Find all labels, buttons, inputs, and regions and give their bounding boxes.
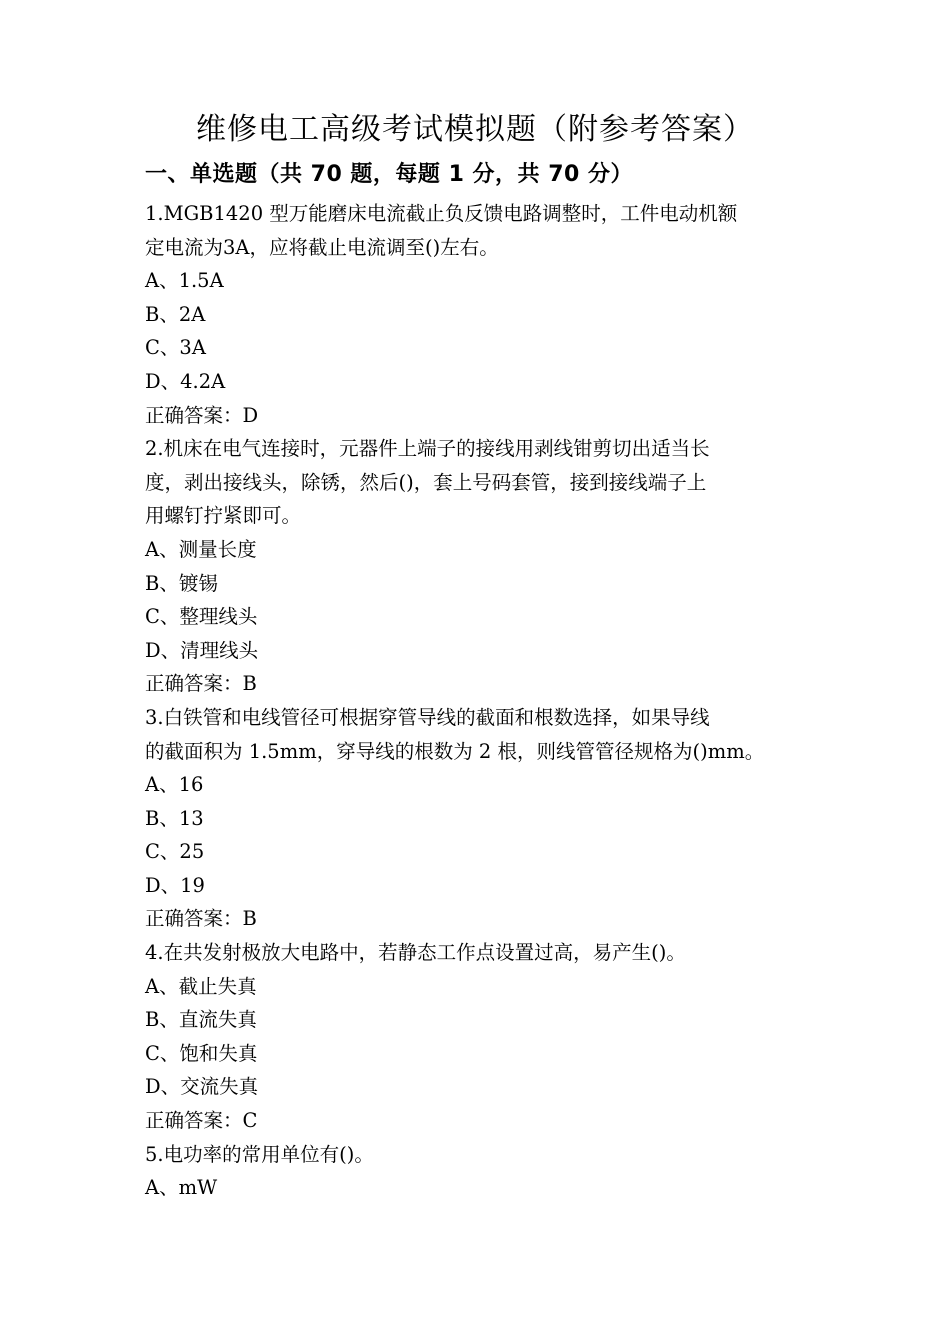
question-stem-line: 5.电功率的常用单位有()。 [145,1142,374,1166]
document-title: 维修电工高级考试模拟题（附参考答案） [196,112,754,147]
option-a: A、16 [145,773,204,797]
option-a: A、1.5A [145,269,224,293]
option-d: D、19 [145,873,205,897]
question-stem-line: 的截面积为 1.5mm，穿导线的根数为 2 根，则线管管径规格为()mm。 [145,739,765,763]
correct-answer: 正确答案：D [145,403,259,427]
question-stem-line: 3.白铁管和电线管径可根据穿管导线的截面和根数选择，如果导线 [145,705,710,729]
option-c: C、25 [145,840,205,864]
option-d: D、4.2A [145,369,226,393]
question-stem-line: 4.在共发射极放大电路中，若静态工作点设置过高，易产生()。 [145,941,686,965]
question-stem-line: 1.MGB1420 型万能磨床电流截止负反馈电路调整时，工件电动机额 [145,202,738,225]
question-stem-line: 度，剥出接线头，除锈，然后()，套上号码套管，接到接线端子上 [145,470,707,494]
option-d: D、交流失真 [145,1075,259,1099]
correct-answer: 正确答案：B [145,672,257,696]
question-4 [145,936,820,1138]
question-list [145,197,820,1205]
question-stem-line: 2.机床在电气连接时，元器件上端子的接线用剥线钳剪切出适当长 [145,437,710,461]
question-5 [145,1138,820,1205]
option-c: C、3A [145,336,206,360]
option-a: A、mW [145,1176,218,1200]
option-c: C、整理线头 [145,605,258,629]
question-1 [145,197,820,432]
question-2 [145,432,820,701]
question-stem-line: 用螺钉拧紧即可。 [145,504,302,528]
question-stem-line: 定电流为3A，应将截止电流调至()左右。 [145,235,499,259]
option-b: B、直流失真 [145,1008,257,1032]
option-b: B、2A [145,302,206,326]
section-heading: 一、单选题（共 70 题，每题 1 分，共 70 分） [145,162,633,187]
option-b: B、13 [145,806,204,830]
option-b: B、镀锡 [145,571,218,595]
option-a: A、测量长度 [145,537,257,561]
option-d: D、清理线头 [145,638,259,662]
correct-answer: 正确答案：C [145,1109,258,1133]
correct-answer: 正确答案：B [145,907,257,931]
question-3 [145,701,820,936]
option-a: A、截止失真 [145,974,257,998]
option-c: C、饱和失真 [145,1041,258,1065]
